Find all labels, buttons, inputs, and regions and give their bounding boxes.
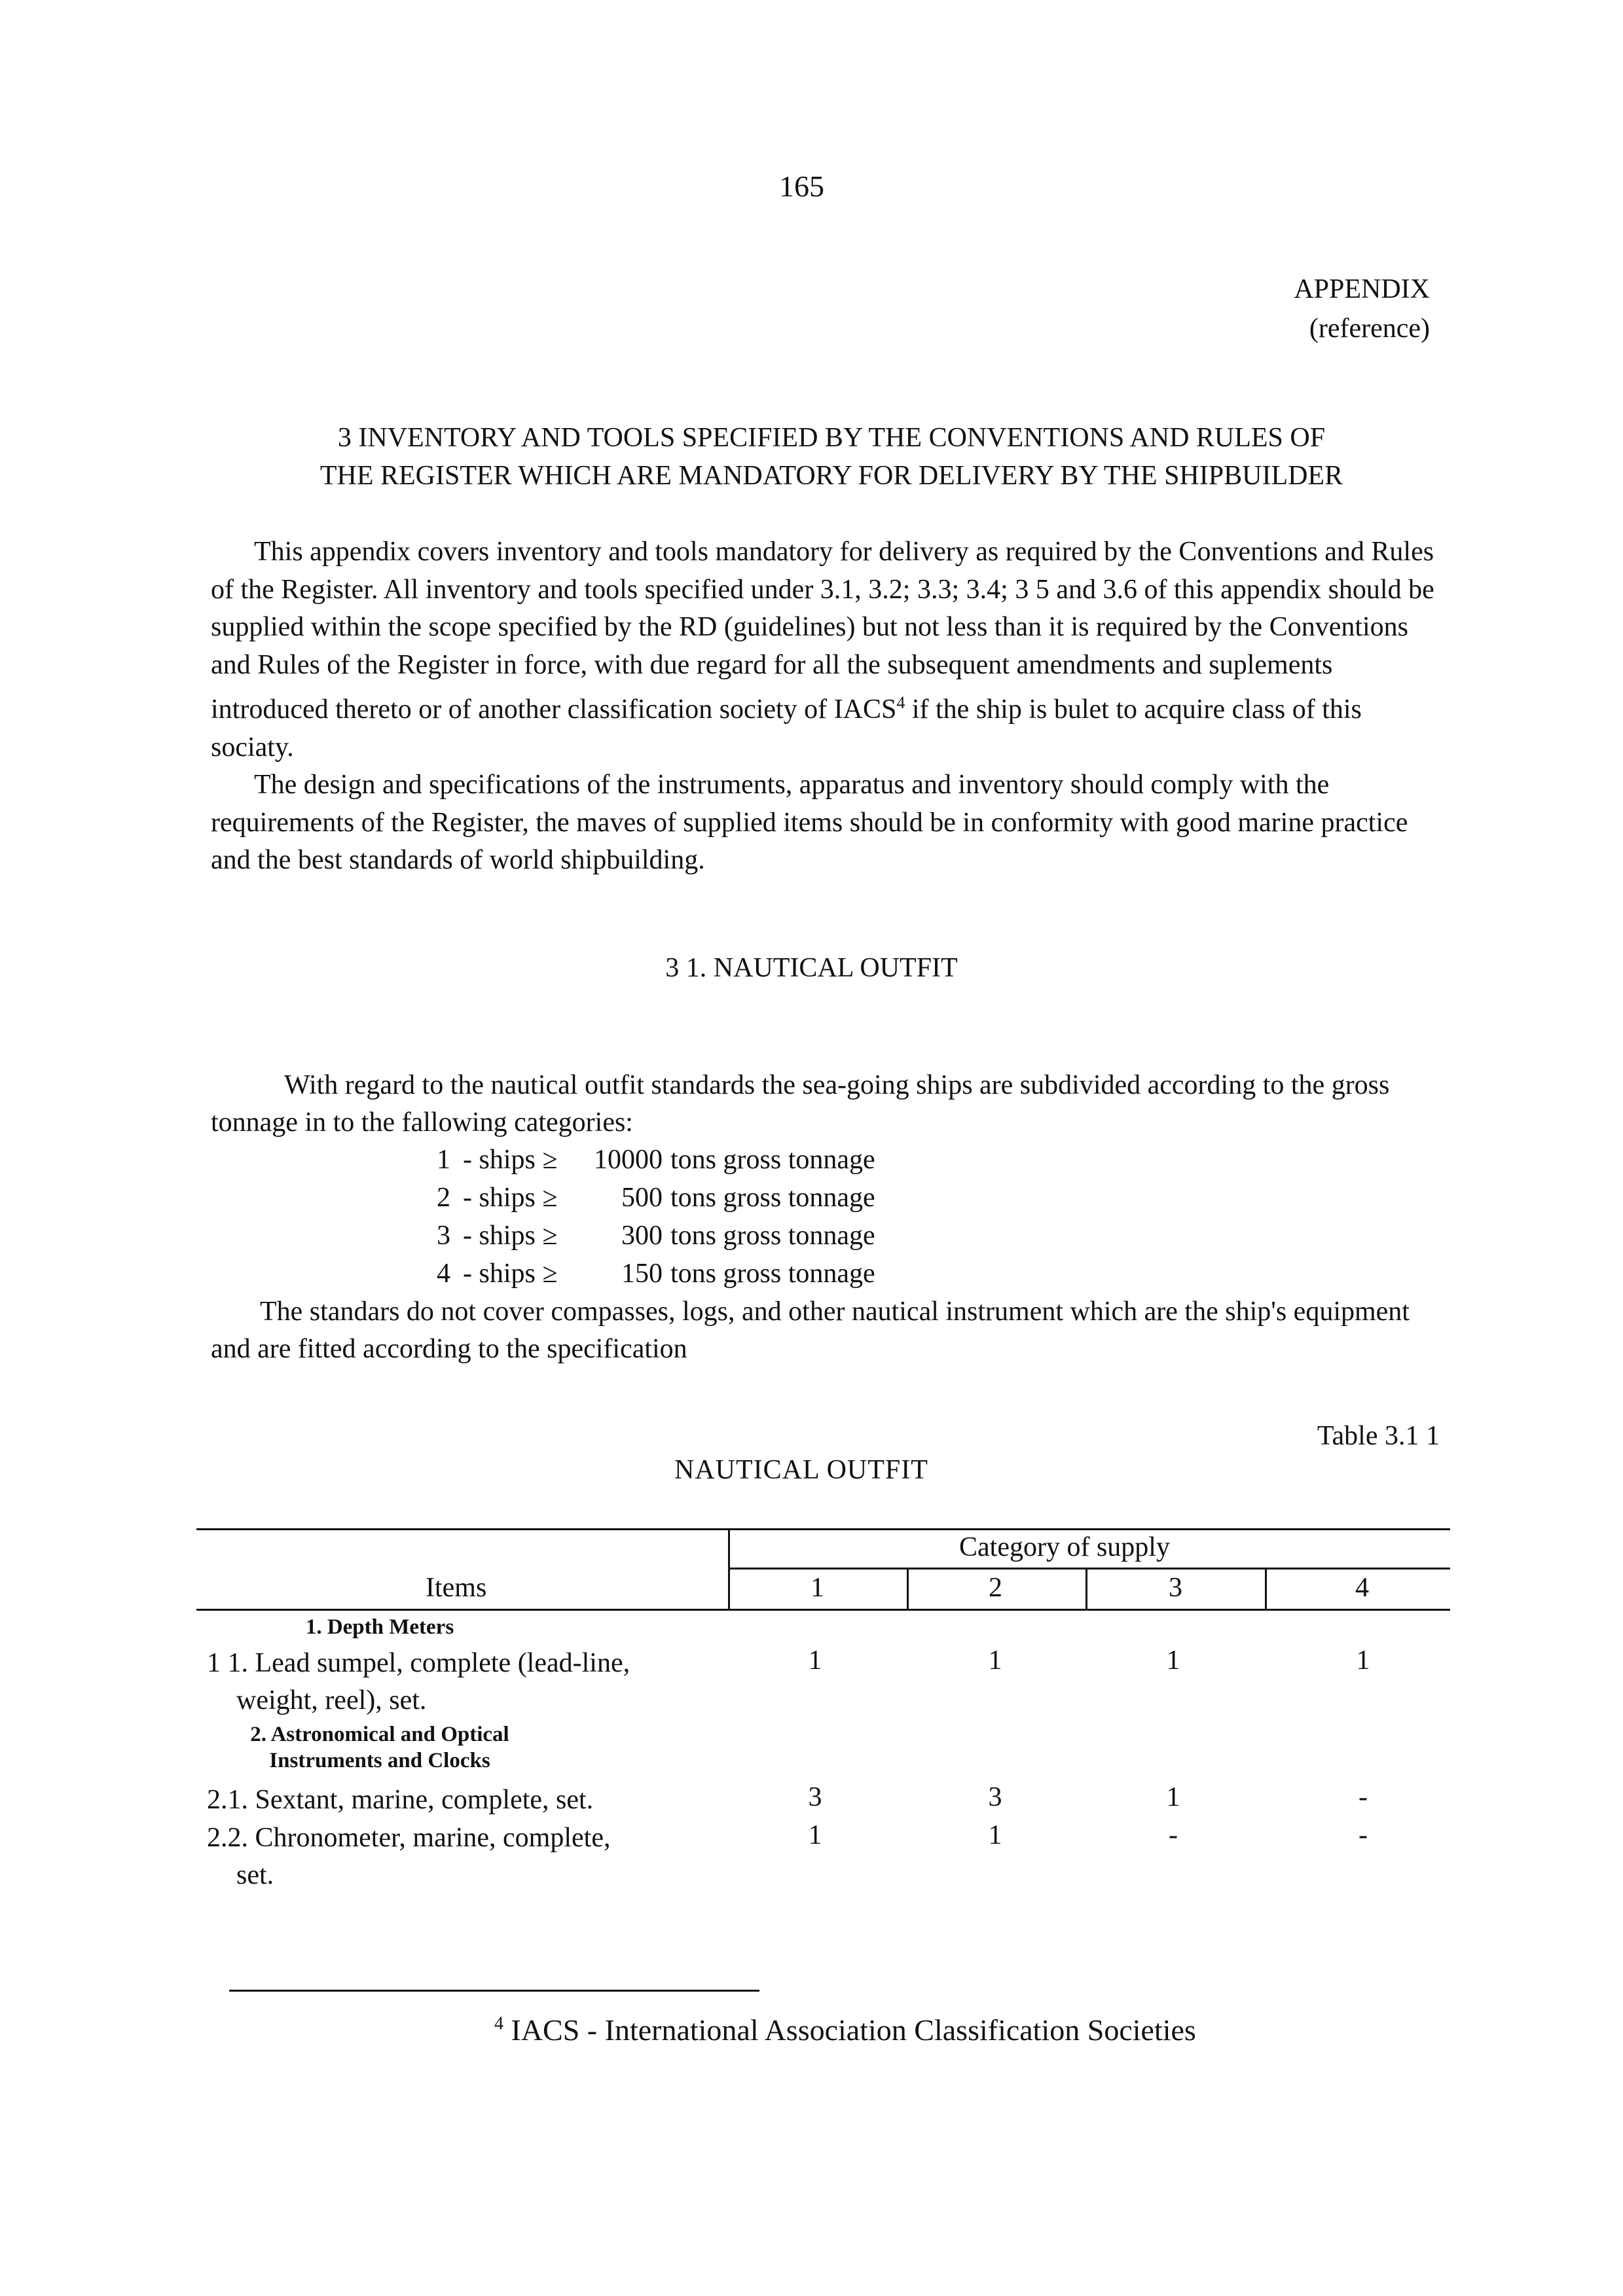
group-heading-line1: 2. Astronomical and Optical — [250, 1723, 509, 1746]
table-cell: 3 — [988, 1782, 1002, 1812]
category-value: 10000 — [594, 1145, 663, 1175]
category-value: 150 — [621, 1259, 663, 1289]
table-divider — [1085, 1568, 1087, 1610]
table-row-item — [207, 1645, 757, 1719]
header-category: Category of supply — [959, 1532, 1170, 1562]
nautical-text — [211, 1067, 1442, 1368]
header-col-3: 3 — [1169, 1573, 1182, 1603]
table-cell: - — [1359, 1782, 1368, 1812]
footnote — [494, 2013, 1196, 2047]
table-cell: 1 — [808, 1645, 822, 1676]
table-cell: 3 — [808, 1782, 822, 1812]
section-title-line2: THE REGISTER WHICH ARE MANDATORY FOR DELIVERY BY THE SHIPBUILDER — [319, 461, 1343, 491]
table-row-item — [207, 1820, 757, 1894]
group-heading — [137, 1721, 622, 1774]
row-item-line1: 2.1. Sextant, marine, complete, set. — [207, 1785, 594, 1815]
page-number: 165 — [779, 170, 824, 203]
category-value: 300 — [621, 1221, 663, 1251]
table-divider — [907, 1568, 909, 1610]
table-cell: 1 — [1356, 1645, 1370, 1676]
header-col-2: 2 — [989, 1573, 1002, 1603]
intro-text — [211, 533, 1442, 880]
table-cell: 1 — [1166, 1782, 1180, 1812]
category-unit: tons gross tonnage — [670, 1221, 875, 1251]
category-list — [211, 1141, 1442, 1293]
category-item — [437, 1179, 1442, 1217]
table-label: Table 3.1 1 — [1317, 1421, 1440, 1451]
category-number: 1 — [437, 1145, 450, 1175]
row-item-line1: 1 1. Lead sumpel, complete (lead-line, — [207, 1648, 630, 1678]
intro-paragraph-1 — [211, 533, 1442, 766]
table-cell: - — [1169, 1820, 1178, 1850]
footnote-rule — [229, 1990, 759, 1992]
appendix-label: APPENDIX — [1294, 274, 1430, 304]
table-cell: 1 — [1166, 1645, 1180, 1676]
footnote-text: IACS - International Association Classification Societies — [511, 2013, 1196, 2047]
nautical-closing: The standars do not cover compasses, logs, and other nautical instrument which are the ship's equipment and are fitted according to the specification — [211, 1297, 1410, 1364]
section-title-line1: 3 INVENTORY AND TOOLS SPECIFIED BY THE CONVENTIONS AND RULES OF — [337, 423, 1326, 453]
intro-paragraph-1-tail: if the ship is bulet to acquire class of this sociaty. — [211, 694, 1362, 762]
table-title: NAUTICAL OUTFIT — [674, 1455, 928, 1485]
footnote-ref: 4 — [896, 693, 905, 712]
table-divider — [1265, 1568, 1267, 1610]
table-cell: 1 — [988, 1645, 1002, 1676]
category-item — [437, 1255, 1442, 1293]
table-cell: - — [1359, 1820, 1368, 1850]
category-value: 500 — [621, 1183, 663, 1213]
table-row-item — [207, 1782, 757, 1819]
category-ships: - ships ≥ — [463, 1145, 558, 1175]
category-unit: tons gross tonnage — [670, 1183, 875, 1213]
table-divider — [728, 1528, 730, 1610]
category-ships: - ships ≥ — [463, 1183, 558, 1213]
category-number: 2 — [437, 1183, 450, 1213]
header-col-1: 1 — [811, 1573, 824, 1603]
appendix-heading — [1294, 270, 1430, 348]
row-item-line2: set. — [236, 1860, 274, 1890]
section-title — [157, 419, 1506, 495]
category-item — [437, 1141, 1442, 1179]
category-ships: - ships ≥ — [463, 1259, 558, 1289]
table-cell: 1 — [988, 1820, 1002, 1850]
intro-paragraph-1-text: This appendix covers inventory and tools mandatory for delivery as required by the Conventions and Rules of the Register. All inventory and tools specified under 3.1, 3.2; 3.3; 3.4; 3 5 and 3.6 of this appendix should be supplied within the scope specified by the RD (guidelines) but not less than it is required by the Conventions and Rules of the Register in force, with due regard for all the subsequent amendments and suplements introduced thereto or of another classification society of IACS — [211, 537, 1434, 725]
table-top-rule — [196, 1528, 1450, 1530]
category-ships: - ships ≥ — [463, 1221, 558, 1251]
group-heading-line2: Instruments and Clocks — [269, 1749, 490, 1772]
category-unit: tons gross tonnage — [670, 1259, 875, 1289]
table-header-bottom-rule — [196, 1609, 1450, 1611]
row-item-line1: 2.2. Chronometer, marine, complete, — [207, 1823, 611, 1853]
header-col-4: 4 — [1355, 1573, 1369, 1603]
category-number: 4 — [437, 1259, 450, 1289]
nautical-outfit-heading: 3 1. NAUTICAL OUTFIT — [665, 953, 958, 983]
table-cell: 1 — [808, 1820, 822, 1850]
footnote-marker: 4 — [494, 2013, 503, 2034]
category-unit: tons gross tonnage — [670, 1145, 875, 1175]
row-item-line2: weight, reel), set. — [236, 1685, 427, 1715]
header-items: Items — [426, 1573, 487, 1603]
nautical-intro: With regard to the nautical outfit standards the sea-going ships are subdivided according to the gross tonnage in to the fallowing categories: — [211, 1070, 1390, 1138]
intro-paragraph-2: The design and specifications of the instruments, apparatus and inventory should comply with the requirements of the Register, the maves of supplied items should be in conformity with good marine practice and the best standards of world shipbuilding. — [211, 770, 1408, 875]
category-number: 3 — [437, 1221, 450, 1251]
appendix-note: (reference) — [1309, 314, 1430, 344]
category-item — [437, 1217, 1442, 1255]
group-heading: 1. Depth Meters — [305, 1615, 454, 1639]
table-category-rule — [728, 1568, 1450, 1570]
